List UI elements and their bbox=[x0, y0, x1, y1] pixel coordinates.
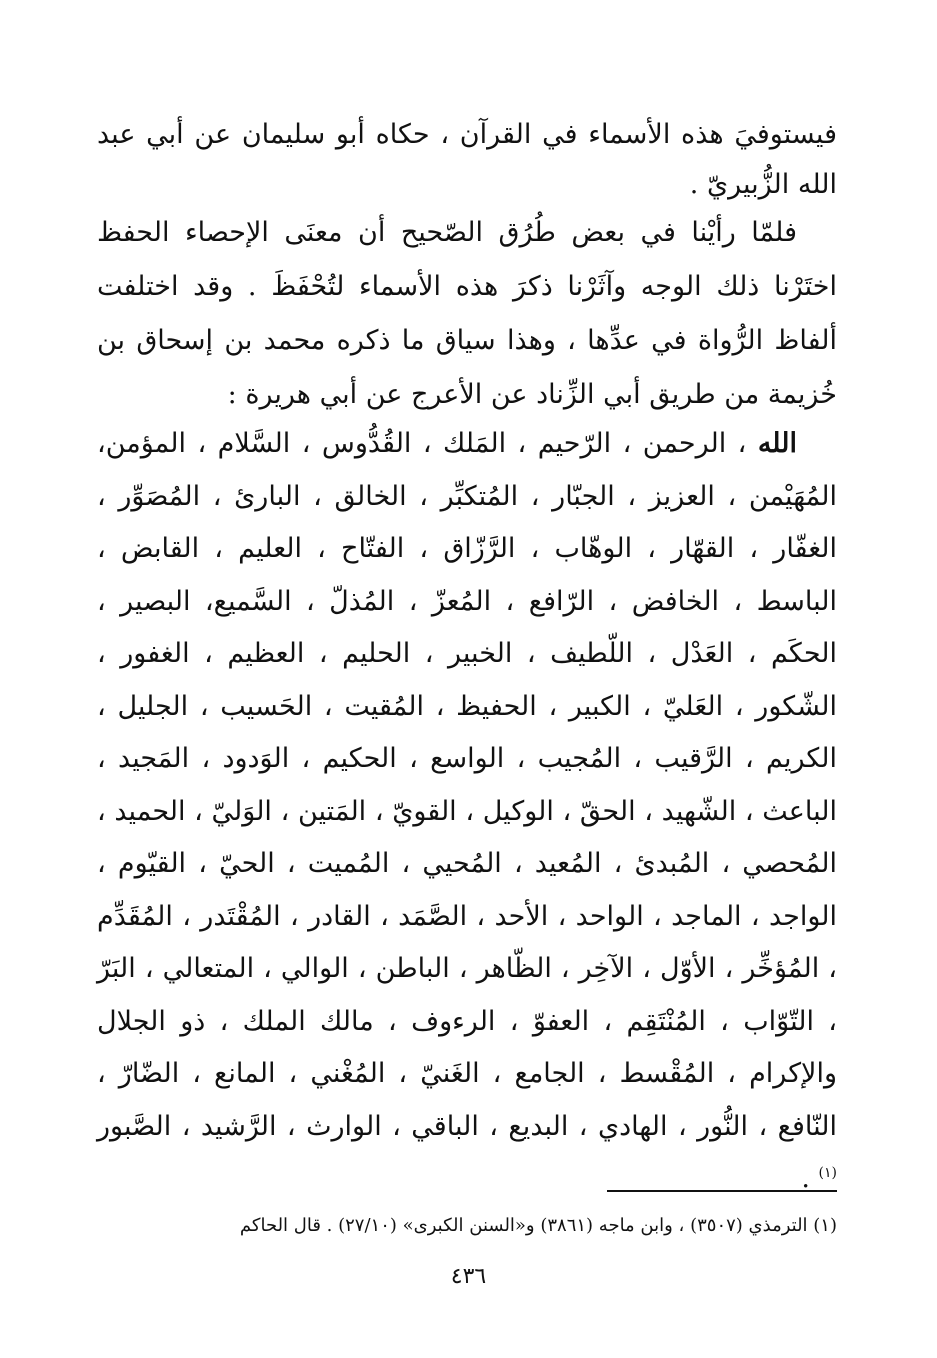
page-number: ٤٣٦ bbox=[450, 1264, 487, 1289]
names-list-text: ، الرحمن ، الرّحيم ، المَلك ، القُدُّوس ، السَّلام ، المؤمن، المُهَيْمن ، العزيز ، الجبّار ، المُتكبِّر ، الخالق ، البارئ ، المُصَوِّر ، الغفّار ، القهّار ، الوهّاب ، الرَّزّاق ، الفتّاح ، العليم ، القابض ، الباسط ، الخافض ، الرّافع ، المُعزّ ، المُذلّ ، السَّميع، البصير ، الحكَم ، العَدْل ، اللّطيف ، الخبير ، الحليم ، العظيم ، الغفور ، الشّكور ، العَليّ ، الكبير ، الحفيظ ، المُقيت ، الحَسيب ، الجليل ، الكريم ، الرَّقيب ، المُجيب ، الواسع ، الحكيم ، الوَدود ، المَجيد ، الباعث ، الشّهيد ، الحقّ ، الوكيل ، القويّ ، المَتين ، الوَليّ ، الحميد ، المُحصي ، المُبدئ ، المُعيد ، المُحيي ، المُميت ، الحيّ ، القيّوم ، الواجد ، الماجد ، الواحد ، الأحد ، الصَّمَد ، القادر ، المُقْتَدر ، المُقَدِّم ، المُؤخِّر ، الأوّل ، الآخِر ، الظّاهر ، الباطن ، الوالي ، المتعالي ، البَرّ ، التّوّاب ، المُنْتَقِم ، العفوّ ، الرءوف ، مالك الملك ، ذو الجلال والإكرام ، المُقْسط ، الجامع ، الغَنيّ ، المُغْني ، المانع ، الضّارّ ، النّافع ، النُّور ، الهادي ، البديع ، الباقي ، الوارث ، الرَّشيد ، الصَّبور bbox=[97, 428, 837, 1142]
paragraph-1 bbox=[97, 110, 837, 210]
footnote-separator bbox=[607, 1190, 837, 1192]
paragraph-1-text: فيستوفيَ هذه الأسماء في القرآن ، حكاه أبو سليمان عن أبي عبد الله الزُّبيريّ . bbox=[97, 119, 837, 200]
names-first-word: الله bbox=[757, 428, 797, 459]
footnote-text: (١) الترمذي (٣٥٠٧) ، وابن ماجه (٣٨٦١) و«السنن الكبرى» (٢٧/١٠) . قال الحاكم bbox=[239, 1215, 837, 1236]
paragraph-2 bbox=[97, 206, 837, 422]
footnote bbox=[97, 1208, 837, 1244]
paragraph-2-text: فلمّا رأيْنا في بعض طُرُق الصّحيح أن معنَى الإحصاء الحفظ اختَرْنا ذلك الوجه وآثَرْنا ذكرَ هذه الأسماء لتُحْفَظَ . وقد اختلفت ألفاظ الرُّواة في عدِّها ، وهذا سياق ما ذكره محمد بن إسحاق بن خُزيمة من طريق أبي الزِّناد عن الأعرج عن أبي هريرة : bbox=[97, 217, 837, 410]
names-of-allah-list bbox=[97, 418, 837, 1206]
footnote-reference: (١) bbox=[818, 1165, 837, 1181]
names-end-mark: . bbox=[801, 1163, 810, 1194]
